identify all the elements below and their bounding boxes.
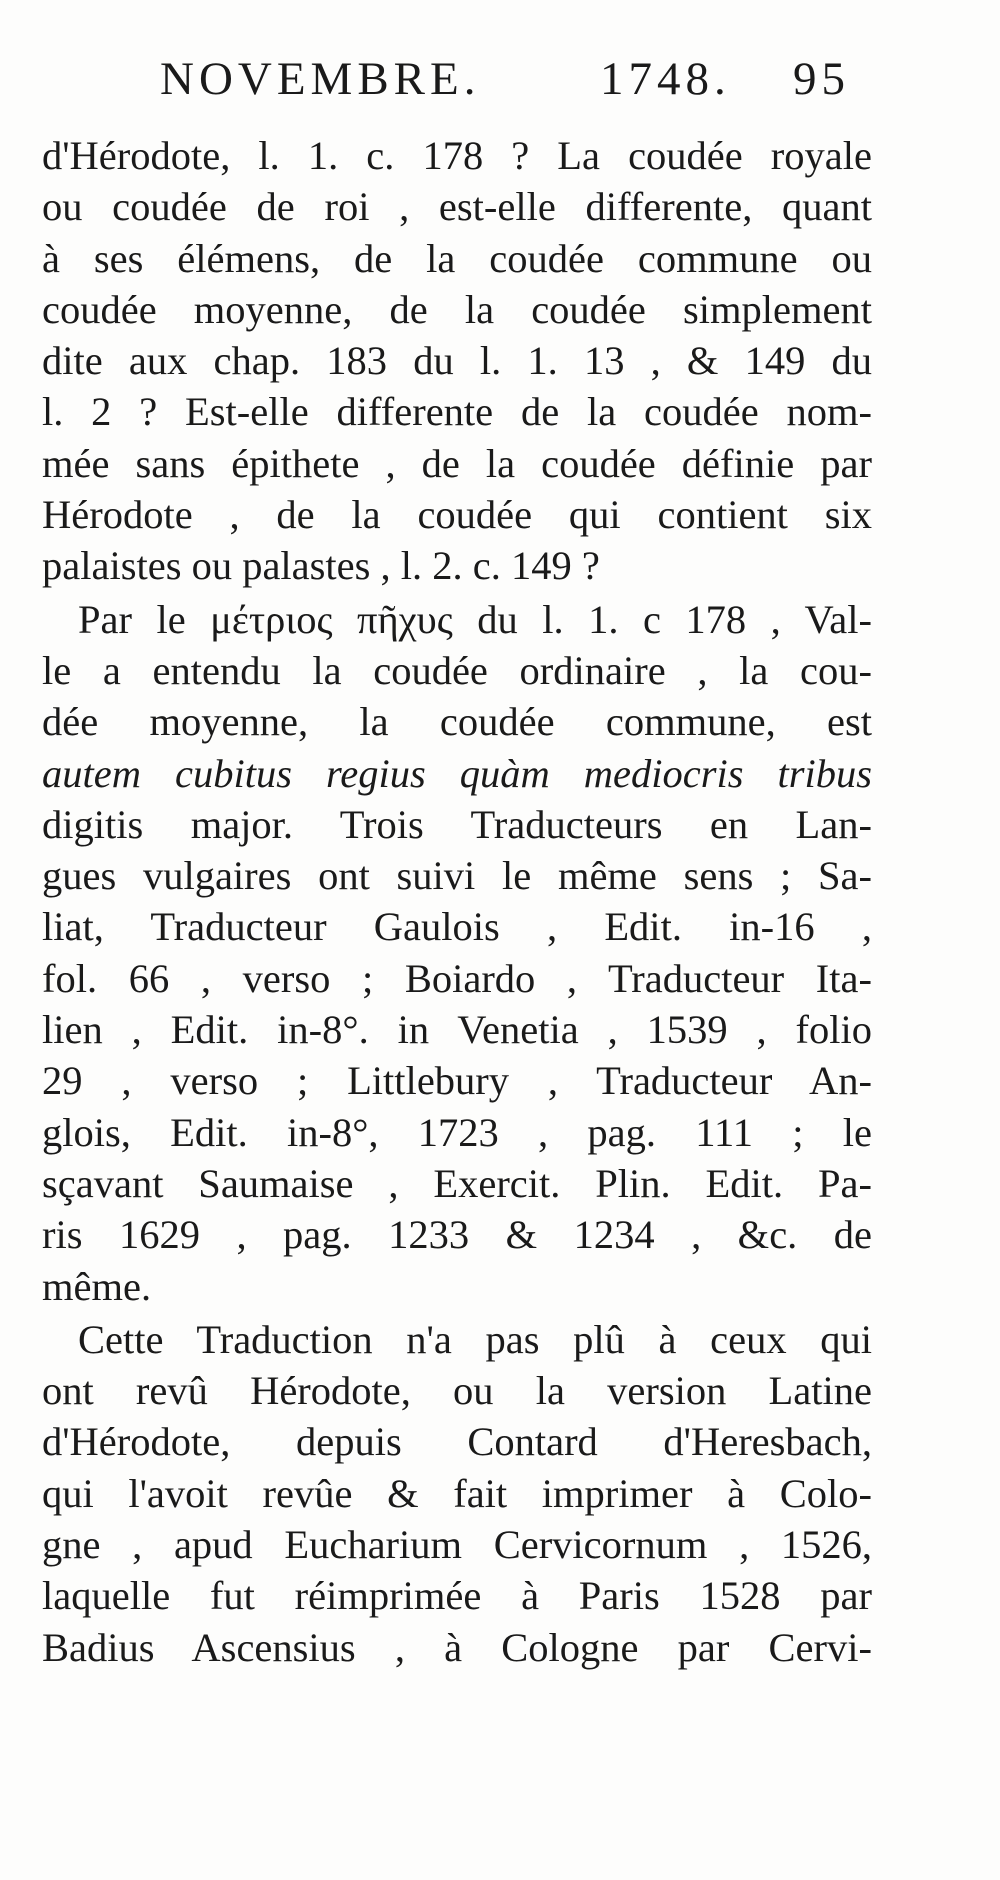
text-line: Badius Ascensius , à Cologne par Cervi- bbox=[42, 1624, 872, 1670]
text-line: Hérodote , de la coudée qui contient six bbox=[42, 492, 872, 538]
text-line: dée moyenne, la coudée commune, est bbox=[42, 699, 872, 745]
text-line: d'Hérodote, l. 1. c. 178 ? La coudée royale bbox=[42, 133, 872, 178]
text-line: dite aux chap. 183 du l. 1. 13 , & 149 du bbox=[42, 338, 872, 384]
text-line: gues vulgaires ont suivi le même sens ; Sa- bbox=[42, 853, 872, 899]
text-line: mée sans épithete , de la coudée définie par bbox=[42, 440, 872, 486]
running-header bbox=[150, 52, 860, 112]
text-line: gne , apud Eucharium Cervicornum , 1526, bbox=[42, 1522, 872, 1568]
text-line: le a entendu la coudée ordinaire , la cou- bbox=[42, 647, 872, 693]
header-year: 1748. bbox=[600, 53, 731, 105]
text-line: Par le μέτριος πῆχυς du l. 1. c 178 , Val- bbox=[78, 596, 872, 642]
text-line: même. bbox=[42, 1263, 152, 1309]
text-line: ou coudée de roi , est-elle differente, quant bbox=[42, 184, 872, 230]
text-line: digitis major. Trois Traducteurs en Lan- bbox=[42, 801, 872, 847]
text-line: l. 2 ? Est-elle differente de la coudée nom- bbox=[42, 389, 872, 435]
text-line: ris 1629 , pag. 1233 & 1234 , &c. de bbox=[42, 1212, 872, 1258]
body-text bbox=[42, 130, 872, 1673]
text-line: lien , Edit. in-8°. in Venetia , 1539 , folio bbox=[42, 1007, 872, 1053]
page-number: 95 bbox=[793, 53, 850, 105]
text-line: fol. 66 , verso ; Boiardo , Traducteur Ita- bbox=[42, 955, 872, 1001]
text-line: autem cubitus regius quàm mediocris tribus bbox=[42, 750, 872, 796]
text-line: coudée moyenne, de la coudée simplement bbox=[42, 286, 872, 332]
paragraph-2 bbox=[42, 594, 872, 1312]
text-line: qui l'avoit revûe & fait imprimer à Colo- bbox=[42, 1470, 872, 1516]
text-line: 29 , verso ; Littlebury , Traducteur An- bbox=[42, 1058, 872, 1104]
text-line: liat, Traducteur Gaulois , Edit. in-16 , bbox=[42, 904, 872, 950]
paragraph-3 bbox=[42, 1314, 872, 1673]
text-line: Cette Traduction n'a pas plû à ceux qui bbox=[78, 1316, 872, 1362]
text-line: sçavant Saumaise , Exercit. Plin. Edit. Pa- bbox=[42, 1160, 872, 1206]
text-line: à ses élémens, de la coudée commune ou bbox=[42, 235, 872, 281]
text-line: d'Hérodote, depuis Contard d'Heresbach, bbox=[42, 1419, 872, 1465]
paragraph-1 bbox=[42, 130, 872, 592]
header-month: NOVEMBRE. bbox=[160, 53, 481, 105]
text-line: laquelle fut réimprimée à Paris 1528 par bbox=[42, 1573, 872, 1619]
text-line: palaistes ou palastes , l. 2. c. 149 ? bbox=[42, 543, 600, 589]
text-line: ont revû Hérodote, ou la version Latine bbox=[42, 1368, 872, 1414]
text-line: glois, Edit. in-8°, 1723 , pag. 111 ; le bbox=[42, 1109, 872, 1155]
